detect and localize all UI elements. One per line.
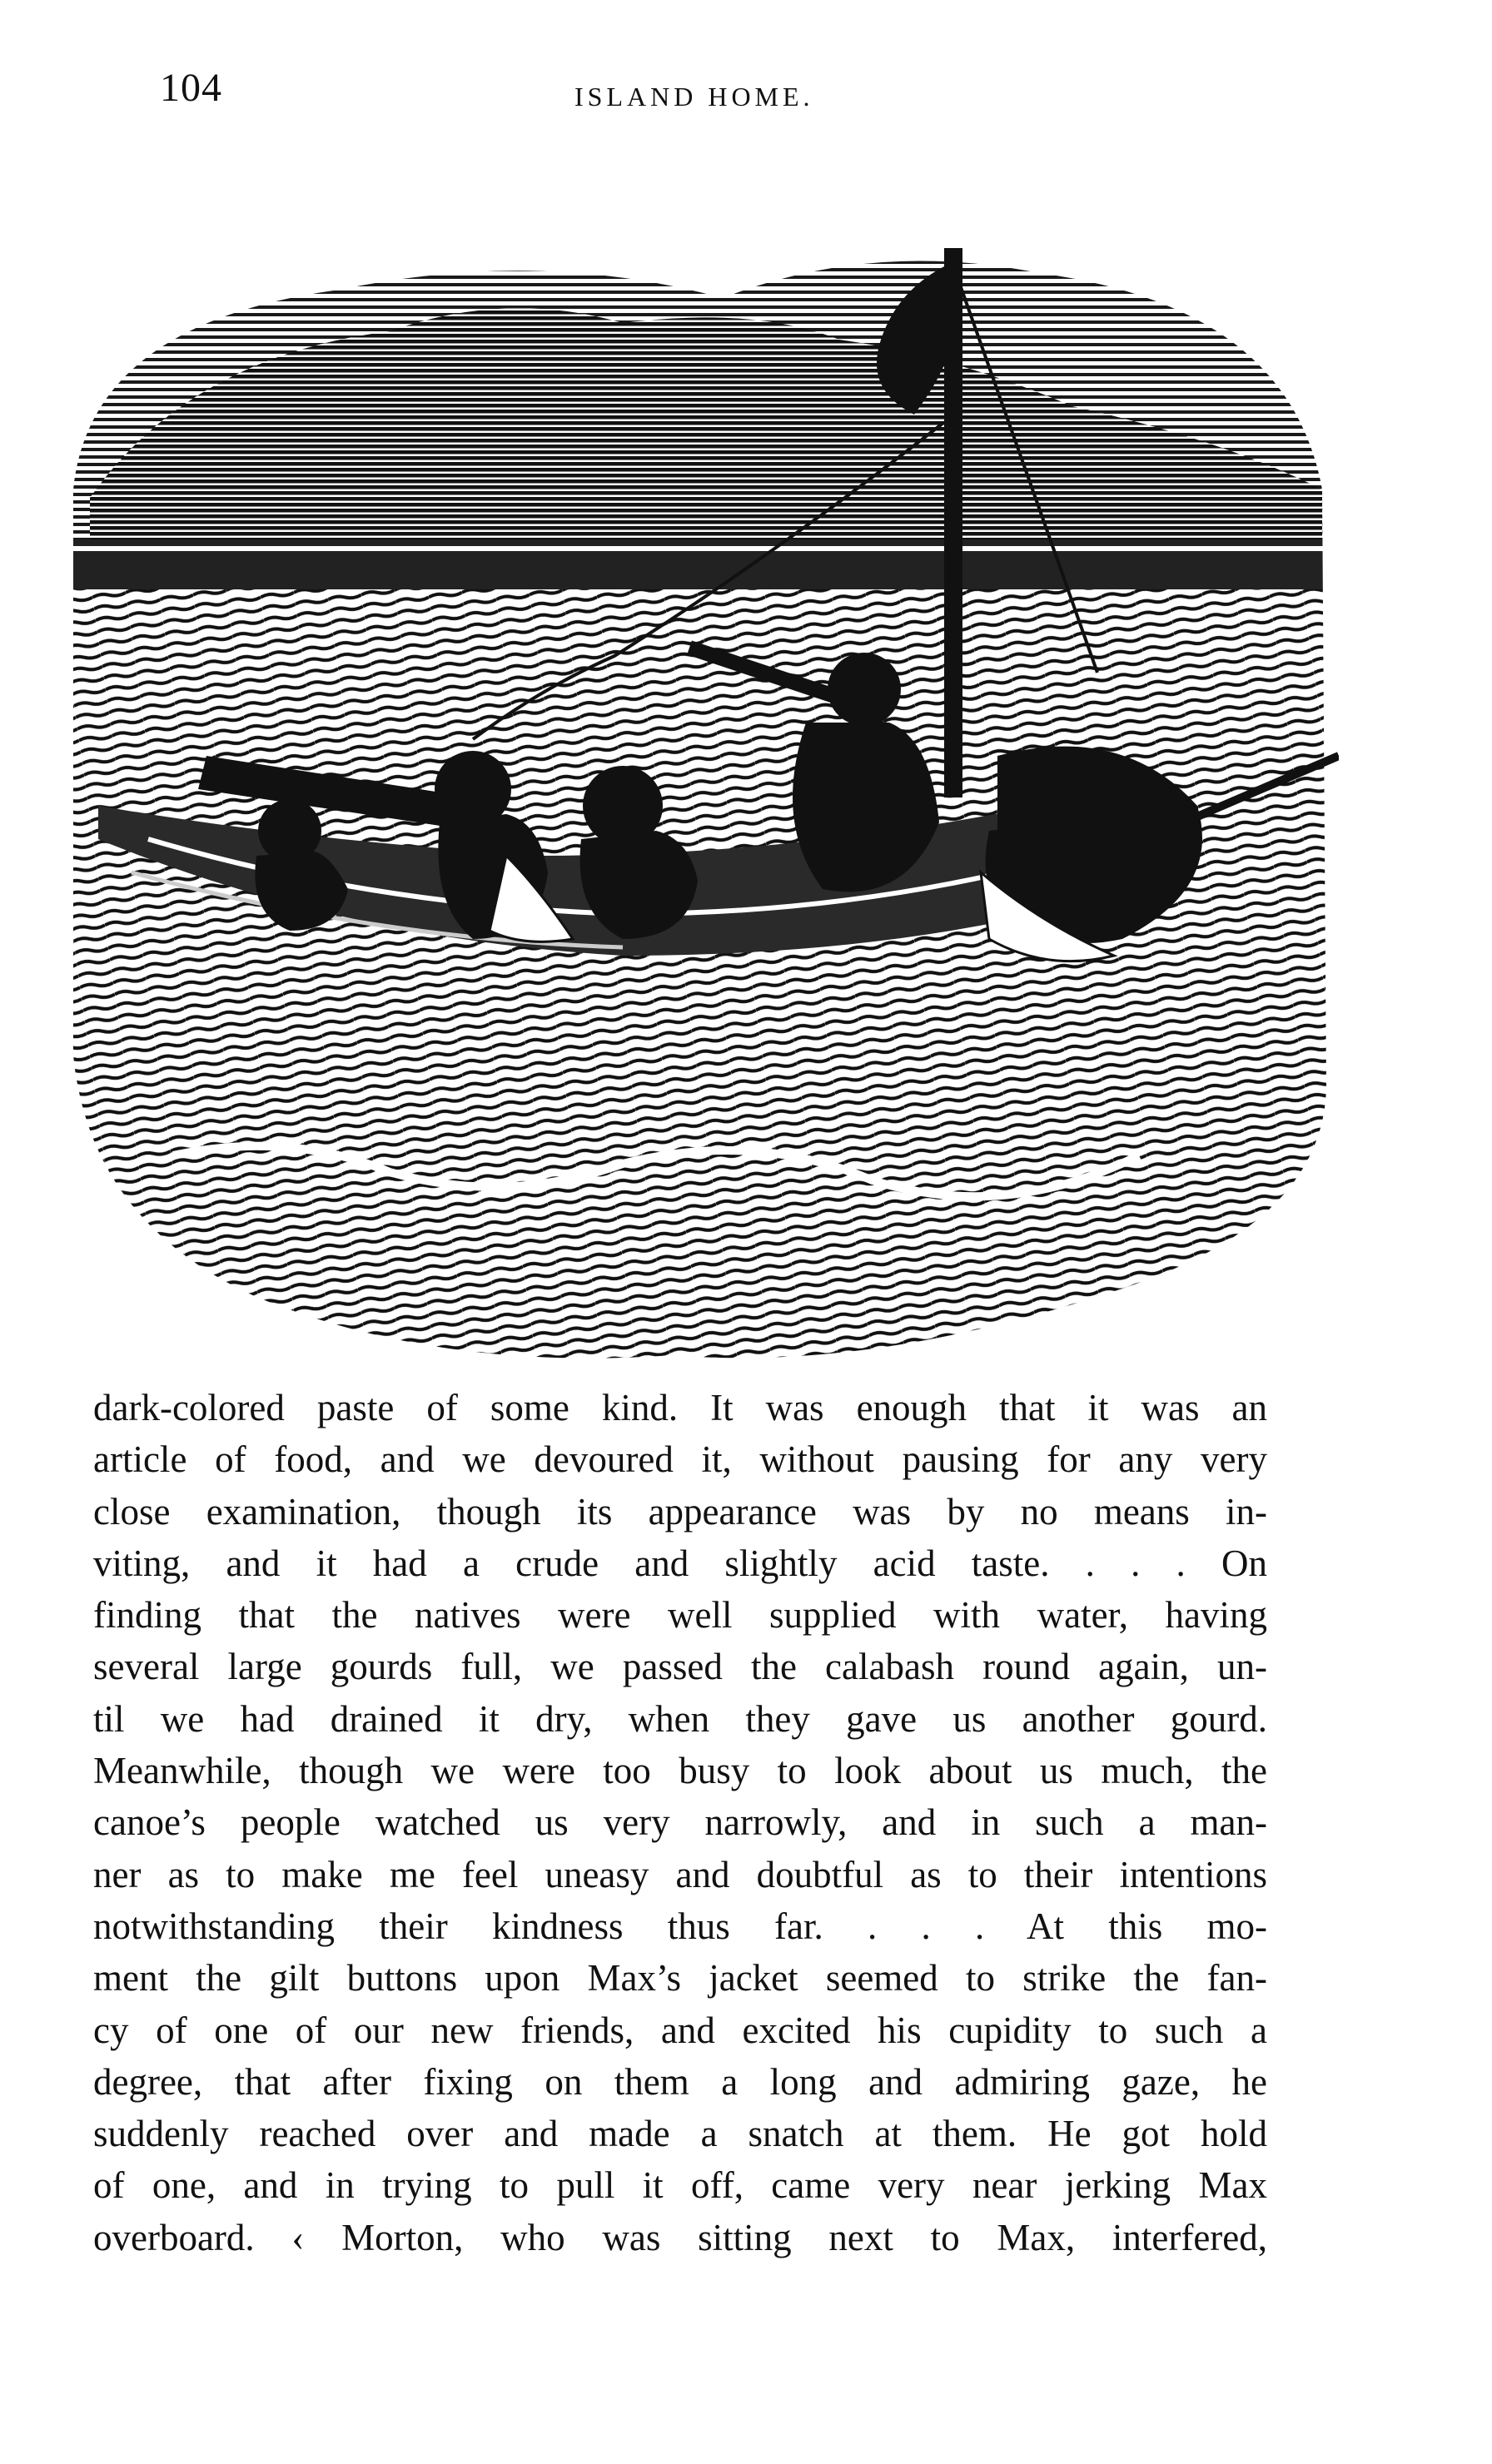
text-line: notwithstanding their kindness thus far. . . . At this mo- <box>93 1905 1267 1947</box>
text-line: ner as to make me feel uneasy and doubtful as to their intentions <box>93 1853 1267 1895</box>
text-line: close examination, though its appearance was by no means in- <box>93 1490 1267 1533</box>
text-line: degree, that after fixing on them a long and admiring gaze, he <box>93 2060 1267 2103</box>
text-line: finding that the natives were well supplied with water, having <box>93 1594 1267 1637</box>
text-line: ment the gilt buttons upon Max’s jacket seemed to strike the fan- <box>93 1957 1267 2000</box>
page-number: 104 <box>160 66 222 110</box>
text-line: cy of one of our new friends, and excited his cupidity to such a <box>93 2009 1267 2051</box>
running-head: ISLAND HOME. <box>574 82 814 112</box>
text-line: viting, and it had a crude and slightly acid taste. . . . On <box>93 1542 1267 1584</box>
text-line: of one, and in trying to pull it off, came very near jerking Max <box>93 2164 1267 2207</box>
text-line: overboard. ‹ Morton, who was sitting next to Max, interfered, <box>93 2216 1267 2258</box>
text-line: dark-colored paste of some kind. It was enough that it was an <box>93 1387 1267 1428</box>
text-line: suddenly reached over and made a snatch at them. He got hold <box>93 2113 1267 2155</box>
text-line: canoe’s people watched us very narrowly, and in such a man- <box>93 1801 1267 1844</box>
text-line: til we had drained it dry, when they gave us another gourd. <box>93 1697 1267 1740</box>
canoe-engraving <box>40 223 1339 1372</box>
text-line: several large gourds full, we passed the calabash round again, un- <box>93 1646 1267 1688</box>
body-text <box>93 1382 1267 2263</box>
text-line: article of food, and we devoured it, without pausing for any very <box>93 1438 1267 1481</box>
text-line: Meanwhile, though we were too busy to look about us much, the <box>93 1750 1267 1792</box>
